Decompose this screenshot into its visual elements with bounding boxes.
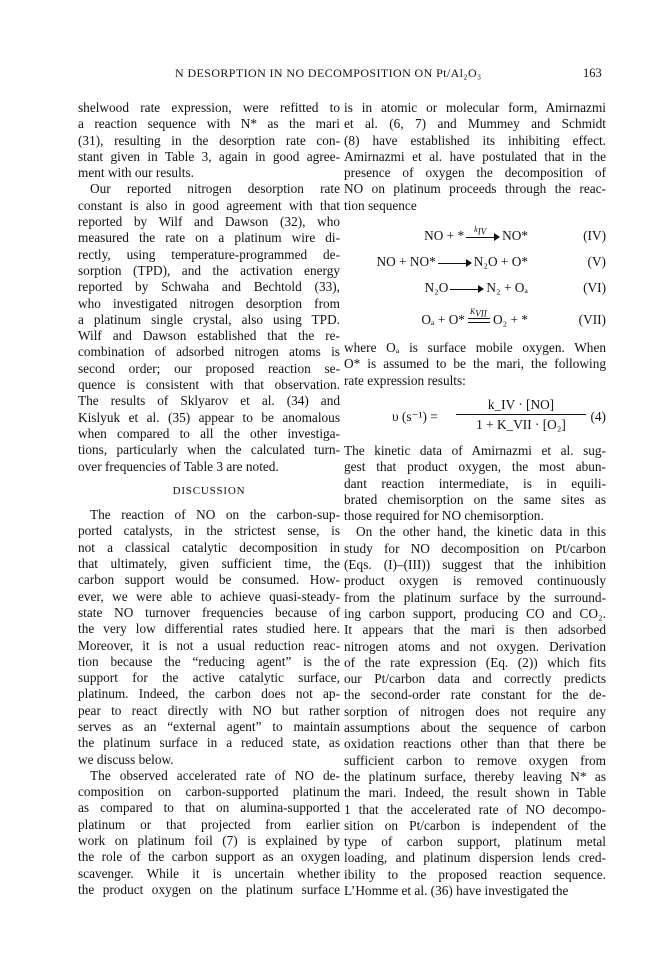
text-line: ing carbon support, producing CO and CO₂.: [344, 605, 606, 621]
text-line: tion sequence: [344, 197, 417, 213]
text-line: a platinum single crystal, also using TPD.: [78, 311, 340, 327]
rate-constant-label: $k_{IV}$: [474, 225, 487, 237]
reaction-arrow-icon: [466, 225, 500, 242]
reaction-equation: [344, 276, 606, 302]
text-line: sufficient carbon to remove oxygen from: [344, 752, 606, 768]
text-line: the product oxygen on the platinum surface: [78, 881, 340, 897]
equation-number: (VII): [578, 312, 606, 328]
text-line: state NO turnover frequencies because of: [78, 604, 340, 620]
equation-products: O₂ + *: [492, 312, 528, 328]
reaction-arrow-icon: [438, 258, 472, 268]
text-line: study for NO decomposition on Pt/carbon: [344, 540, 606, 556]
rate-fraction: [456, 397, 586, 434]
text-line: oxidation reactions other than that there be: [344, 736, 606, 752]
text-line: a reaction sequence with N* as the mari: [78, 116, 340, 132]
text-line: over frequencies of Table 3 are noted.: [78, 458, 279, 474]
text-line: NO on platinum proceeds through the reac-: [344, 181, 606, 197]
text-line: platinum. Indeed, the carbon does not ap-: [78, 686, 340, 702]
text-line: who investigated nitrogen desorption from: [78, 295, 340, 311]
text-line: product oxygen is removed continuously: [344, 573, 606, 589]
equation-number: (VI): [583, 280, 606, 296]
text-line: presence of oxygen the decomposition of: [344, 165, 606, 181]
text-line: (8) have established its inhibiting effect.: [344, 132, 606, 148]
text-line: sorption of nitrogen does not require any: [344, 703, 606, 719]
reaction-equation: [344, 250, 606, 276]
text-line: composition on carbon-supported platinum: [78, 784, 340, 800]
text-line: Kislyuk et al. (35) appear to be anomalous: [78, 409, 340, 425]
text-line: dant reaction intermediate, is in equili-: [344, 475, 606, 491]
text-line: assumptions about the sequence of carbon: [344, 720, 606, 736]
equation-products: N₂O + O*: [473, 254, 528, 270]
text-line: is in atomic or molecular form, Amirnazmi: [344, 100, 606, 115]
text-line: L’Homme et al. (36) have investigated the: [344, 882, 569, 898]
text-line: tions, particularly when the calculated turn-: [78, 442, 340, 458]
text-line: platinum or that projected from earlier: [78, 816, 340, 832]
text-line: second order; our proposed reaction se-: [78, 360, 340, 376]
text-line: 1 that the accelerated rate of NO decompo-: [344, 801, 606, 817]
text-line: scavenger. While it is uncertain whether: [78, 865, 340, 881]
text-line: measured the rate on a platinum wire di-: [78, 230, 340, 246]
text-line: tion because the “reducing agent” is the: [78, 653, 340, 669]
rate-lhs: υ (s⁻¹) =: [392, 408, 438, 424]
text-line: et al. (6, 7) and Mummey and Schmidt: [344, 116, 606, 132]
text-line: the platinum surface in a reduced state, as: [78, 735, 340, 751]
equation-products: NO*: [502, 228, 528, 244]
text-line: combination of adsorbed nitrogen atoms is: [78, 344, 340, 360]
text-line: the role of the carbon support as an oxygen: [78, 849, 340, 865]
text-line: as compared to that on alumina-supported: [78, 800, 340, 816]
equation-reactants: NO + *: [424, 228, 465, 244]
text-line: pear to react directly with NO but rather: [78, 702, 340, 718]
rate-numerator: k_IV · [NO]: [456, 397, 586, 415]
text-line: constant is also in good agreement with that: [78, 197, 340, 213]
equation-reactants: N₂O: [424, 280, 449, 296]
text-line: Wilf and Dawson established that the re-: [78, 328, 340, 344]
text-line: the platinum surface, thereby leaving N* as: [344, 768, 606, 784]
running-header: [0, 66, 672, 86]
text-line: loading, and platinum dispersion lends cred-: [344, 850, 606, 866]
left-column: [78, 100, 340, 898]
reaction-equation: [344, 224, 606, 250]
text-line: that ultimately, given sufficient time, the: [78, 556, 340, 572]
text-line: where Oₐ is surface mobile oxygen. When: [344, 340, 606, 356]
text-line: when compared to all the other investiga-: [78, 425, 340, 441]
running-title: N DESORPTION IN NO DECOMPOSITION ON Pt/Al₂O₃: [175, 66, 482, 80]
reaction-equation: [344, 308, 606, 334]
text-line: we discuss below.: [78, 751, 174, 767]
text-line: rectly, using temperature-programmed de-: [78, 246, 340, 262]
equation-reactants: Oₐ + O*: [421, 312, 465, 328]
text-line: ever, we were able to achieve quasi-steady-: [78, 588, 340, 604]
text-line: Our reported nitrogen desorption rate: [90, 181, 340, 197]
text-line: from the platinum surface by the surround-: [344, 589, 606, 605]
text-line: O* is assumed to be the mari, the following: [344, 356, 606, 372]
rate-constant-label: $K_{VII}$: [469, 307, 487, 319]
rate-denominator: 1 + K_VII · [O₂]: [476, 417, 566, 433]
right-column: [344, 100, 606, 899]
equation-reactants: NO + NO*: [376, 254, 436, 270]
text-line: work on platinum foil (7) is explained by: [78, 833, 340, 849]
page-number: 163: [583, 66, 602, 80]
text-line: carbon support would be consumed. How-: [78, 572, 340, 588]
text-line: gest that product oxygen, the most abun-: [344, 459, 606, 475]
text-line: Amirnazmi et al. have postulated that in the: [344, 148, 606, 164]
text-line: those required for NO chemisorption.: [344, 508, 544, 524]
text-line: (Eqs. (I)–(III)) suggest that the inhibition: [344, 557, 606, 573]
rate-expression: [344, 397, 606, 437]
text-line: our Pt/carbon data and correctly predicts: [344, 671, 606, 687]
text-line: Moreover, it is not a usual reduction reac-: [78, 637, 340, 653]
text-line: not a classical catalytic decomposition in: [78, 539, 340, 555]
text-line: the very low differential rates studied here.: [78, 621, 340, 637]
text-line: stant given in Table 3, again in good agree-: [78, 148, 340, 164]
text-line: The results of Sklyarov et al. (34) and: [78, 393, 340, 409]
text-line: reported by Wilf and Dawson (32), who: [78, 214, 340, 230]
text-line: the mari. Indeed, the result shown in Table: [344, 785, 606, 801]
text-line: nitrogen atoms and not oxygen. Derivation: [344, 638, 606, 654]
equation-number: (4): [590, 408, 606, 424]
text-line: ibility to the proposed reaction sequence.: [344, 866, 606, 882]
text-line: brated chemisorption on the same sites as: [344, 491, 606, 507]
text-line: The observed accelerated rate of NO de-: [90, 767, 340, 783]
equation-products: N₂ + Oₐ: [486, 280, 528, 296]
reaction-sequence: [344, 224, 606, 334]
text-line: shelwood rate expression, were refitted to: [78, 100, 340, 115]
equation-number: (IV): [583, 228, 606, 244]
text-line: type of carbon support, platinum metal: [344, 834, 606, 850]
text-line: support for the active catalytic surface,: [78, 670, 340, 686]
text-line: quence is consistent with that observation.: [78, 377, 340, 393]
reaction-arrow-icon: [450, 284, 484, 294]
text-line: reported by Schwaha and Bechtold (33),: [78, 279, 340, 295]
text-line: serves as an “external agent” to maintain: [78, 718, 340, 734]
text-line: The reaction of NO on the carbon-sup-: [90, 507, 340, 523]
text-line: (31), resulting in the desorption rate con-: [78, 132, 340, 148]
text-line: ported catalysts, in the strictest sense, is: [78, 523, 340, 539]
text-line: On the other hand, the kinetic data in this: [356, 524, 606, 540]
text-line: sition on Pt/carbon is independent of the: [344, 817, 606, 833]
section-heading: DISCUSSION: [172, 484, 246, 497]
equation-number: (V): [587, 254, 606, 270]
text-line: of the rate expression (Eq. (2)) which fits: [344, 654, 606, 670]
text-line: rate expression results:: [344, 372, 466, 388]
text-line: It appears that the mari is then adsorbed: [344, 622, 606, 638]
text-line: ment with our results.: [78, 165, 194, 181]
equilibrium-arrow-icon: [468, 307, 490, 327]
text-line: The kinetic data of Amirnazmi et al. sug-: [344, 442, 606, 458]
text-line: sorption (TPD), and the activation energy: [78, 262, 340, 278]
text-line: the second-order rate constant for the de-: [344, 687, 606, 703]
